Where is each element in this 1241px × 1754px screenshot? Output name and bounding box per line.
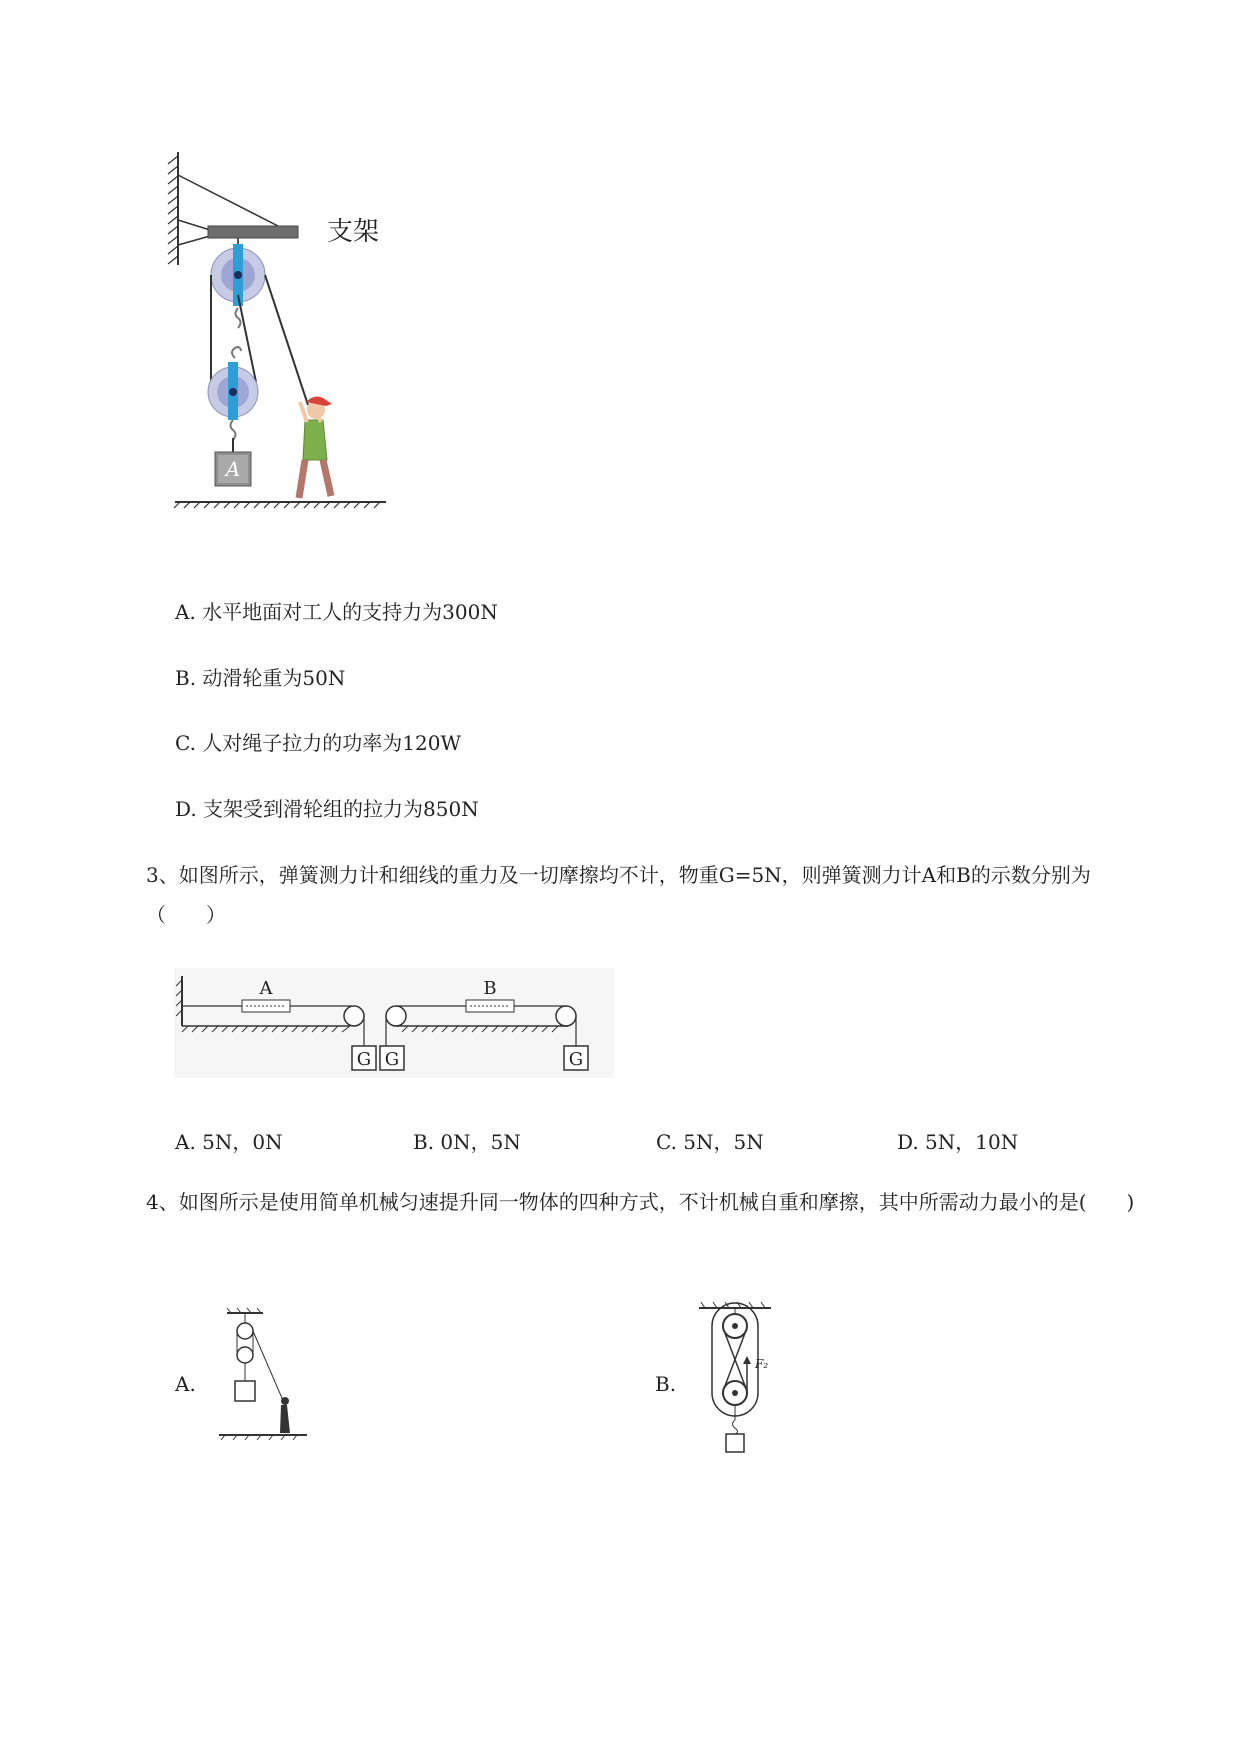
- block-a-label: A: [225, 457, 241, 481]
- scale-b-label: B: [483, 978, 497, 999]
- q3-option-c: C. 5N，5N: [656, 1130, 764, 1154]
- q4-option-a-figure: [215, 1305, 315, 1445]
- spring-scale-figure: [174, 968, 614, 1078]
- q3-option-b: B. 0N，5N: [413, 1130, 521, 1154]
- q4-option-b-label: B.: [655, 1372, 677, 1396]
- q4-option-a-label: A.: [175, 1372, 196, 1396]
- pulley-bracket-figure: [160, 140, 460, 580]
- q3-option-d: D. 5N，10N: [897, 1130, 1019, 1154]
- weight-g-1: G: [356, 1049, 372, 1070]
- weight-g-3: G: [568, 1049, 584, 1070]
- q2-option-b: B. 动滑轮重为50N: [175, 666, 346, 690]
- bracket-label: 支架: [327, 217, 380, 247]
- q3-option-a: A. 5N，0N: [175, 1130, 283, 1154]
- scale-a-label: A: [259, 978, 273, 999]
- q2-option-d: D. 支架受到滑轮组的拉力为850N: [175, 797, 479, 821]
- q4-stem: 4、如图所示是使用简单机械匀速提升同一物体的四种方式，不计机械自重和摩擦，其中所需动力最小的是( ): [146, 1190, 1135, 1214]
- q4-option-b-figure: [695, 1300, 785, 1460]
- q2-option-a: A. 水平地面对工人的支持力为300N: [175, 600, 498, 624]
- q3-stem: 3、如图所示，弹簧测力计和细线的重力及一切摩擦均不计，物重G=5N，则弹簧测力计A和B的示数分别为（ ）: [146, 863, 1091, 927]
- weight-g-2: G: [384, 1049, 400, 1070]
- force-f2-label: F₂: [755, 1357, 769, 1371]
- q2-option-c: C. 人对绳子拉力的功率为120W: [175, 731, 462, 755]
